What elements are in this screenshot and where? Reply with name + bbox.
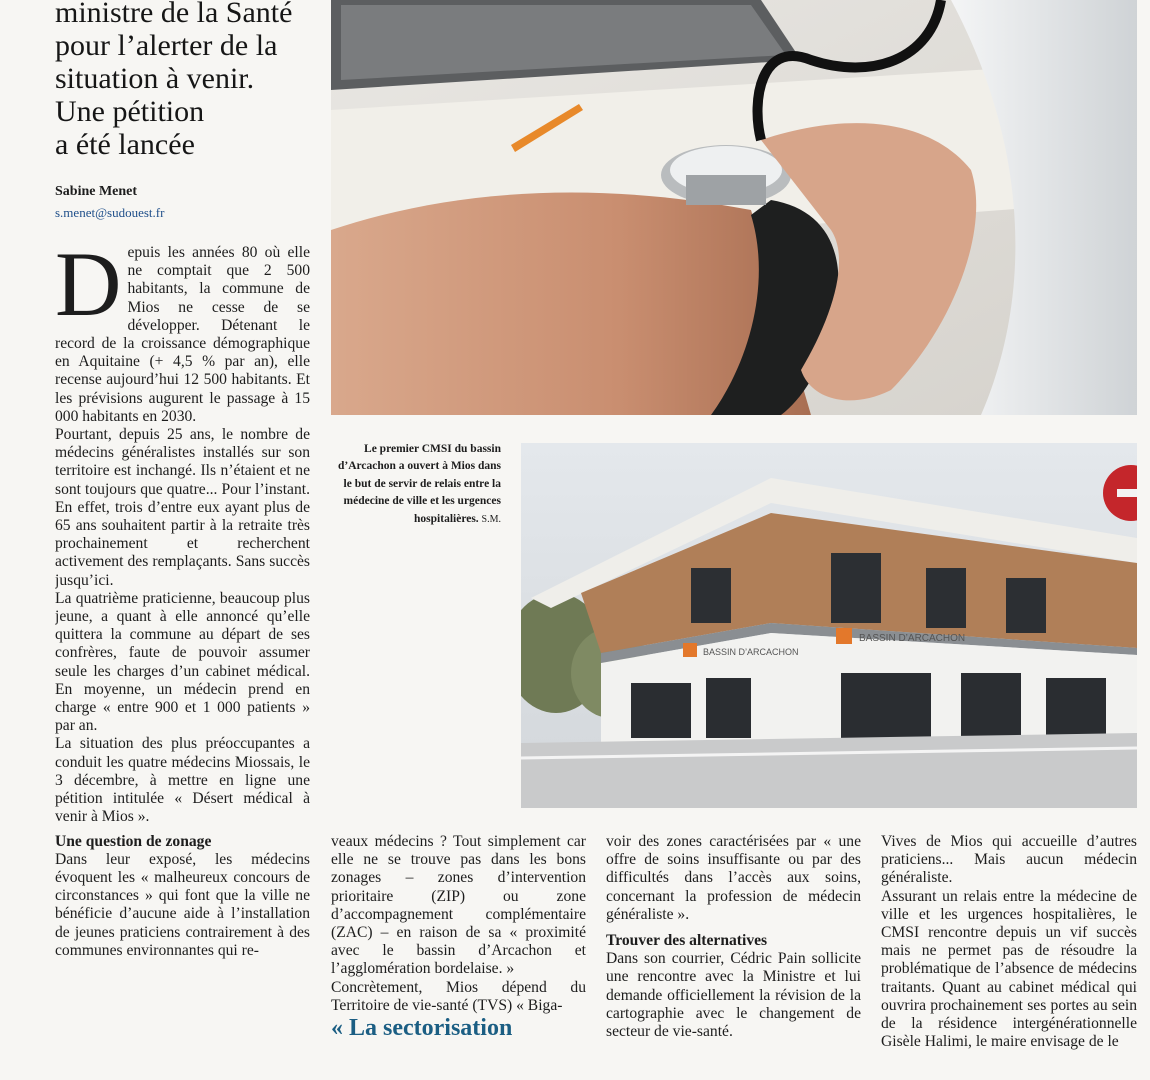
caption-text: Le premier CMSI du bassin d’Arcachon a ouvert à Mios dans le but de servir de relais entre la médecine de ville et les urgences hospitalières.	[337, 443, 501, 525]
headline-line: situation à venir.	[55, 62, 255, 95]
building-sign-left: BASSIN D’ARCACHON	[703, 647, 799, 657]
article-column-3	[606, 833, 861, 1080]
article-column-4	[881, 833, 1137, 1080]
author-name: Sabine Menet	[55, 184, 138, 199]
article-paragraph: voir des zones caractérisées par « une offre de soins insuffisante ou par des difficultés dans l’accès aux soins, concernant la profession de médecin généraliste ».	[606, 833, 861, 923]
medical-center-photo	[521, 443, 1137, 808]
article-paragraph: La quatrième praticienne, beaucoup plus jeune, a quant à elle annoncé qu’elle quittera la commune au départ de ses confrères, faute de pouvoir assumer seule les charges d’un cabinet médical. En moyenne, un médecin prend en charge « entre 900 et 1 000 patients » par an.	[55, 589, 310, 735]
article-paragraph: Dans leur exposé, les médecins évoquent les « malheureux concours de circonstances » qui font que la ville ne bénéficie d’aucune aide à l’installation de jeunes praticiens contrairement à des communes environnantes qui re-	[55, 850, 310, 959]
building-sign-right: BASSIN D’ARCACHON	[859, 633, 966, 644]
blood-pressure-photo	[331, 0, 1137, 415]
section-subhead: Trouver des alternatives	[606, 932, 768, 950]
article-paragraph: La situation des plus préoccupantes a conduit les quatre médecins Miossais, le 3 décembre, à mettre en ligne une pétition intitulée « Désert médical à venir à Mios ».	[55, 735, 310, 826]
photo-credit: S.M.	[481, 513, 501, 525]
article-column-2	[331, 833, 586, 1080]
article-paragraph: Concrètement, Mios dépend du Territoire de vie-santé (TVS) « Biga-	[331, 978, 586, 1014]
pull-quote: « La sectorisation	[331, 1015, 513, 1042]
article-column-1	[55, 244, 310, 1080]
paragraph-text: epuis les années 80 où elle ne comptait que 2 500 habitants, la commune de Mios ne cesse de se développer. Détenant le record de la croissance démographique en Aquitaine (+ 4,5 % par an), elle recense aujourd’hui 12 500 habitants. Et les prévisions augurent le passage à 15 000 habitants en 2030.	[55, 244, 310, 425]
photo-caption	[333, 441, 501, 528]
article-headline	[55, 0, 325, 161]
article-paragraph	[55, 244, 310, 426]
drop-cap: D	[55, 244, 122, 335]
article-paragraph: Vives de Mios qui accueille d’autres praticiens... Mais aucun médecin généraliste.	[881, 833, 1137, 887]
article-paragraph: Dans son courrier, Cédric Pain sollicite une rencontre avec la Ministre et lui demande officiellement la révision de la cartographie avec le changement de secteur de vie-santé.	[606, 950, 861, 1041]
article-paragraph: Pourtant, depuis 25 ans, le nombre de médecins généralistes installés sur son territoire est inchangé. Ils n’étaient et ne sont toujours que quatre... Pour l’instant. En effet, trois d’entre eux ayant plus de 65 ans souhaitent partir à la retraite très prochainement et recherchent activement des remplaçants. Sans succès jusqu’ici.	[55, 426, 310, 589]
article-paragraph: veaux médecins ? Tout simplement car elle ne se trouve pas dans les bons zonages – zones d’intervention prioritaire (ZIP) ou zone d’accompagnement complémentaire (ZAC) – en raison de sa « proximité avec le bassin d’Arcachon et l’agglomération bordelaise. »	[331, 833, 586, 978]
headline-line: a été lancée	[55, 128, 195, 161]
article-paragraph: Assurant un relais entre la médecine de ville et les urgences hospitalières, le CMSI rencontre depuis un vif succès mais ne permet pas de résoudre la problématique de l’absence de médecins traitants. Quant au cabinet médical qui ouvrira prochainement ses portes au sein de la résidence intergénérationnelle Gisèle Halimi, le maire envisage de le	[881, 887, 1137, 1051]
headline-line: Une pétition	[55, 95, 205, 128]
headline-line: pour l’alerter de la	[55, 29, 278, 62]
author-email-link[interactable]: s.menet@sudouest.fr	[55, 205, 165, 220]
headline-line: ministre de la Santé	[55, 0, 293, 29]
section-subhead: Une question de zonage	[55, 832, 212, 850]
